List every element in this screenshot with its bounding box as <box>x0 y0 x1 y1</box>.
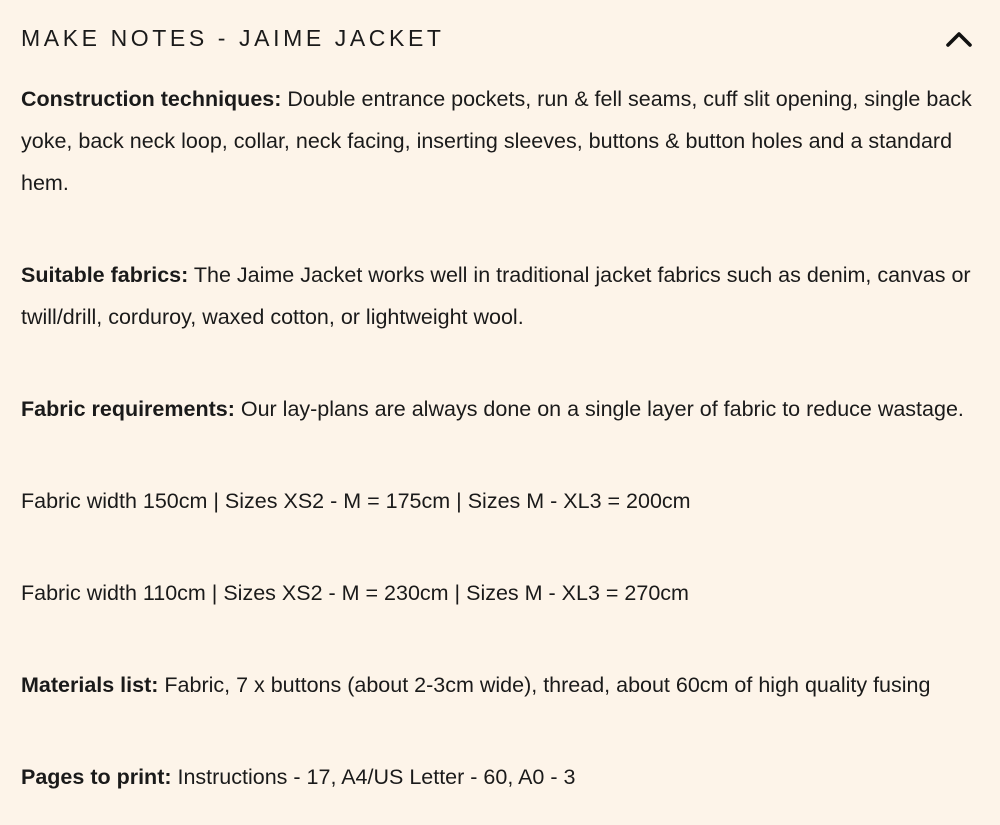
fabric-width-150: Fabric width 150cm | Sizes XS2 - M = 175cm | Sizes M - XL3 = 200cm <box>21 489 691 513</box>
fabric-width-110: Fabric width 110cm | Sizes XS2 - M = 230cm | Sizes M - XL3 = 270cm <box>21 581 689 605</box>
fabrics-paragraph <box>21 254 986 338</box>
construction-label: Construction techniques: <box>21 87 282 111</box>
accordion-content <box>21 78 986 798</box>
fabrics-label: Suitable fabrics: <box>21 263 189 287</box>
pages-text: Instructions - 17, A4/US Letter - 60, A0 - 3 <box>171 765 576 789</box>
materials-text: Fabric, 7 x buttons (about 2-3cm wide), thread, about 60cm of high quality fusing <box>158 673 931 697</box>
construction-paragraph <box>21 78 986 204</box>
materials-label: Materials list: <box>21 673 159 697</box>
pages-paragraph <box>21 756 986 798</box>
accordion-title: MAKE NOTES - JAIME JACKET <box>21 25 445 51</box>
requirements-text: Our lay-plans are always done on a single layer of fabric to reduce wastage. <box>234 397 964 421</box>
accordion-header[interactable] <box>0 0 1000 76</box>
fabrics-text: The Jaime Jacket works well in traditional jacket fabrics such as denim, canvas or twill/drill, corduroy, waxed cotton, or lightweight wool. <box>21 263 971 329</box>
requirements-paragraph <box>21 388 986 430</box>
construction-text: Double entrance pockets, run & fell seams, cuff slit opening, single back yoke, back neck loop, collar, neck facing, inserting sleeves, buttons & button holes and a standard hem. <box>21 87 972 195</box>
chevron-up-icon[interactable] <box>944 26 974 50</box>
requirements-label: Fabric requirements: <box>21 397 235 421</box>
materials-paragraph <box>21 664 986 706</box>
pages-label: Pages to print: <box>21 765 172 789</box>
